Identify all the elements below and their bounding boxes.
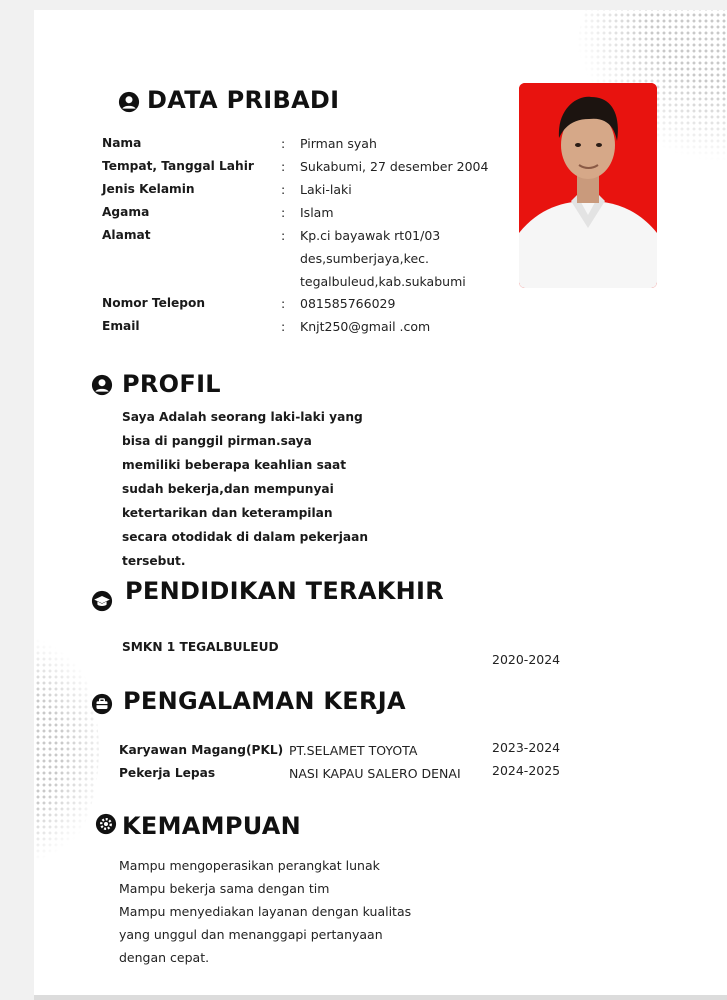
profil-line-5: ketertarikan dan keterampilan [122,506,333,520]
value-nomor-telepon: 081585766029 [300,296,396,311]
profil-line-1: Saya Adalah seorang laki-laki yang [122,410,363,424]
cv-page [34,10,727,995]
page-edge [34,995,727,1000]
kemampuan-line-2: Mampu bekerja sama dengan tim [119,881,330,896]
value-alamat-line-3: tegalbuleud,kab.sukabumi [300,274,466,289]
briefcase-circle-icon [91,693,113,715]
gear-circle-icon [95,813,117,835]
value-jenis-kelamin: Laki-laki [300,182,352,197]
pengalaman-company-2: NASI KAPAU SALERO DENAI [289,766,461,781]
separator: : [281,296,286,311]
kemampuan-line-1: Mampu mengoperasikan perangkat lunak [119,858,380,873]
kemampuan-line-4: yang unggul dan menanggapi pertanyaan [119,927,383,942]
section-title-data-pribadi: DATA PRIBADI [147,86,340,114]
user-circle-icon [118,91,140,113]
value-alamat-line-1: Kp.ci bayawak rt01/03 [300,228,441,243]
label-nama: Nama [102,136,142,150]
profil-line-2: bisa di panggil pirman.saya [122,434,312,448]
separator: : [281,182,286,197]
profile-photo [519,83,657,288]
separator: : [281,205,286,220]
pengalaman-role-1: Karyawan Magang(PKL) [119,743,284,757]
value-alamat-line-2: des,sumberjaya,kec. [300,251,429,266]
value-agama: Islam [300,205,334,220]
pendidikan-school: SMKN 1 TEGALBULEUD [122,640,279,654]
kemampuan-line-5: dengan cepat. [119,950,210,965]
pengalaman-years-2: 2024-2025 [492,763,561,778]
label-jenis-kelamin: Jenis Kelamin [102,182,195,196]
value-tempat-tanggal-lahir: Sukabumi, 27 desember 2004 [300,159,489,174]
profil-line-4: sudah bekerja,dan mempunyai [122,482,334,496]
graduation-cap-icon [91,590,113,612]
section-title-pengalaman: PENGALAMAN KERJA [123,687,406,715]
section-title-profil: PROFIL [122,370,221,398]
user-circle-icon [91,374,113,396]
section-title-kemampuan: KEMAMPUAN [122,812,302,840]
kemampuan-line-3: Mampu menyediakan layanan dengan kualitas [119,904,412,919]
section-title-pendidikan: PENDIDIKAN TERAKHIR [125,577,445,605]
profil-line-6: secara otodidak di dalam pekerjaan [122,530,368,544]
profil-line-7: tersebut. [122,554,186,568]
pengalaman-role-2: Pekerja Lepas [119,766,216,780]
separator: : [281,159,286,174]
value-email: Knjt250@gmail .com [300,319,431,334]
label-email: Email [102,319,140,333]
label-agama: Agama [102,205,150,219]
person-photo-icon [519,83,657,288]
separator: : [281,319,286,334]
pendidikan-years: 2020-2024 [492,652,561,667]
pengalaman-company-1: PT.SELAMET TOYOTA [289,743,418,758]
label-tempat-tanggal-lahir: Tempat, Tanggal Lahir [102,159,254,173]
value-nama: Pirman syah [300,136,377,151]
label-alamat: Alamat [102,228,151,242]
label-nomor-telepon: Nomor Telepon [102,296,206,310]
profil-line-3: memiliki beberapa keahlian saat [122,458,347,472]
pengalaman-years-1: 2023-2024 [492,740,561,755]
separator: : [281,228,286,243]
separator: : [281,136,286,151]
decorative-dots-left [34,620,99,880]
